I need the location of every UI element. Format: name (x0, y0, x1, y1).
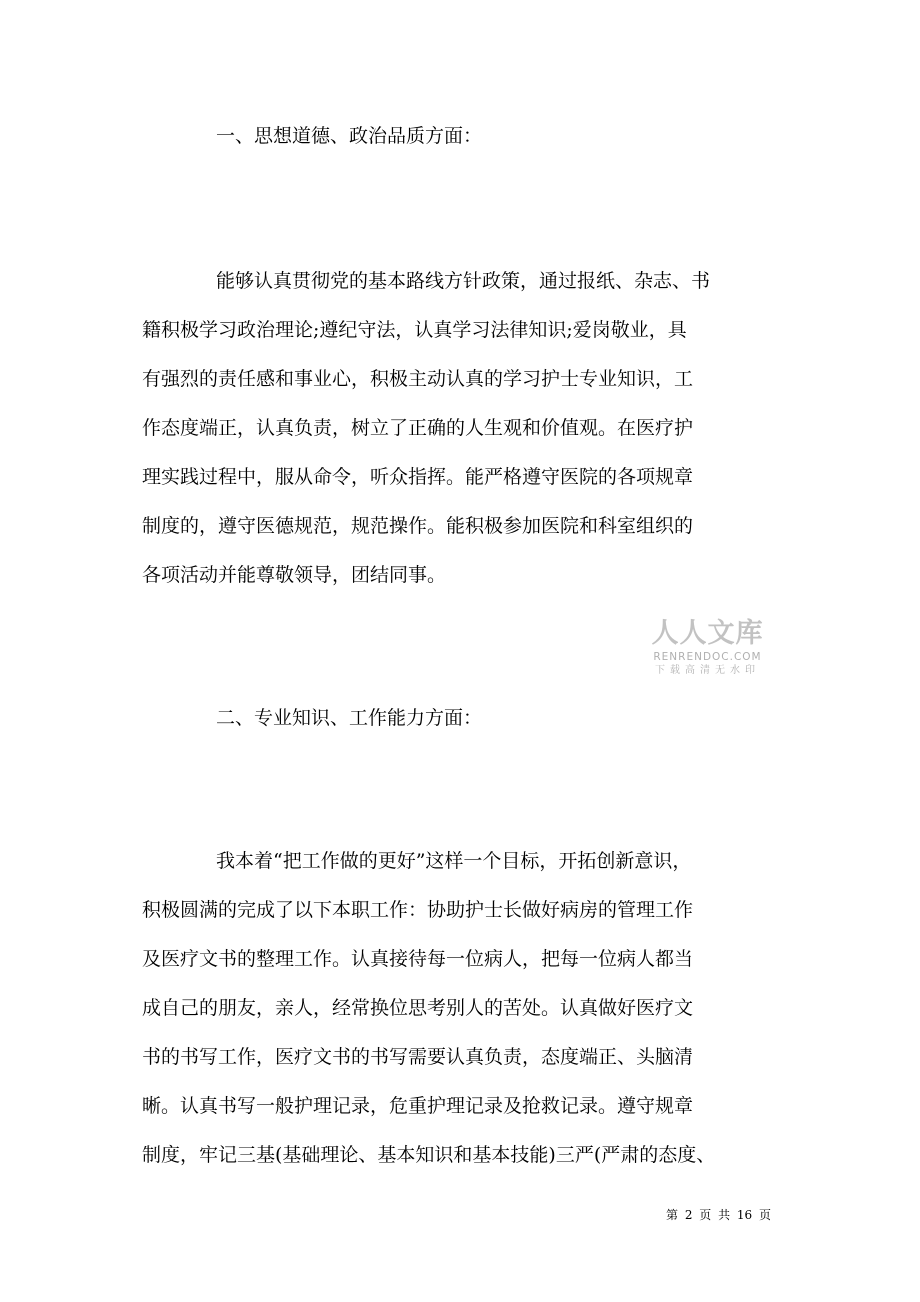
section-2-line: 书的书写工作，医疗文书的书写需要认真负责，态度端正、头脑清 (142, 1046, 694, 1068)
section-1-line: 籍积极学习政治理论;遵纪守法，认真学习法律知识;爱岗敬业，具 (142, 319, 687, 341)
section-1-line: 能够认真贯彻党的基本路线方针政策，通过报纸、杂志、书 (216, 270, 711, 292)
section-1-line: 制度的，遵守医德规范，规范操作。能积极参加医院和科室组织的 (142, 515, 694, 537)
watermark-subtitle: 下载高清无水印 (655, 665, 760, 676)
section-2-line: 积极圆满的完成了以下本职工作：协助护士长做好病房的管理工作 (142, 899, 694, 921)
section-1-line: 理实践过程中，服从命令，听众指挥。能严格遵守医院的各项规章 (142, 466, 694, 488)
section-1-heading: 一、思想道德、政治品质方面： (216, 125, 483, 147)
section-2-line: 及医疗文书的整理工作。认真接待每一位病人，把每一位病人都当 (142, 948, 694, 970)
section-2-heading: 二、专业知识、工作能力方面： (216, 707, 483, 729)
section-2-line: 制度，牢记三基(基础理论、基本知识和基本技能)三严(严肃的态度、 (142, 1144, 716, 1166)
watermark-domain: RENRENDOC.COM (653, 651, 762, 663)
section-1-line: 作态度端正，认真负责，树立了正确的人生观和价值观。在医疗护 (142, 417, 694, 439)
section-1-line: 各项活动并能尊敬领导，团结同事。 (142, 564, 447, 586)
section-2-line: 成自己的朋友，亲人，经常换位思考别人的苦处。认真做好医疗文 (142, 997, 694, 1019)
page-number: 第 2 页 共 16 页 (666, 1208, 771, 1222)
renrendoc-watermark (640, 618, 775, 678)
section-2-line: 我本着“把工作做的更好”这样一个目标，开拓创新意识， (216, 850, 692, 872)
section-1-line: 有强烈的责任感和事业心，积极主动认真的学习护士专业知识，工 (142, 368, 694, 390)
section-2-line: 晰。认真书写一般护理记录，危重护理记录及抢救记录。遵守规章 (142, 1095, 694, 1117)
watermark-title: 人人文库 (651, 618, 764, 649)
